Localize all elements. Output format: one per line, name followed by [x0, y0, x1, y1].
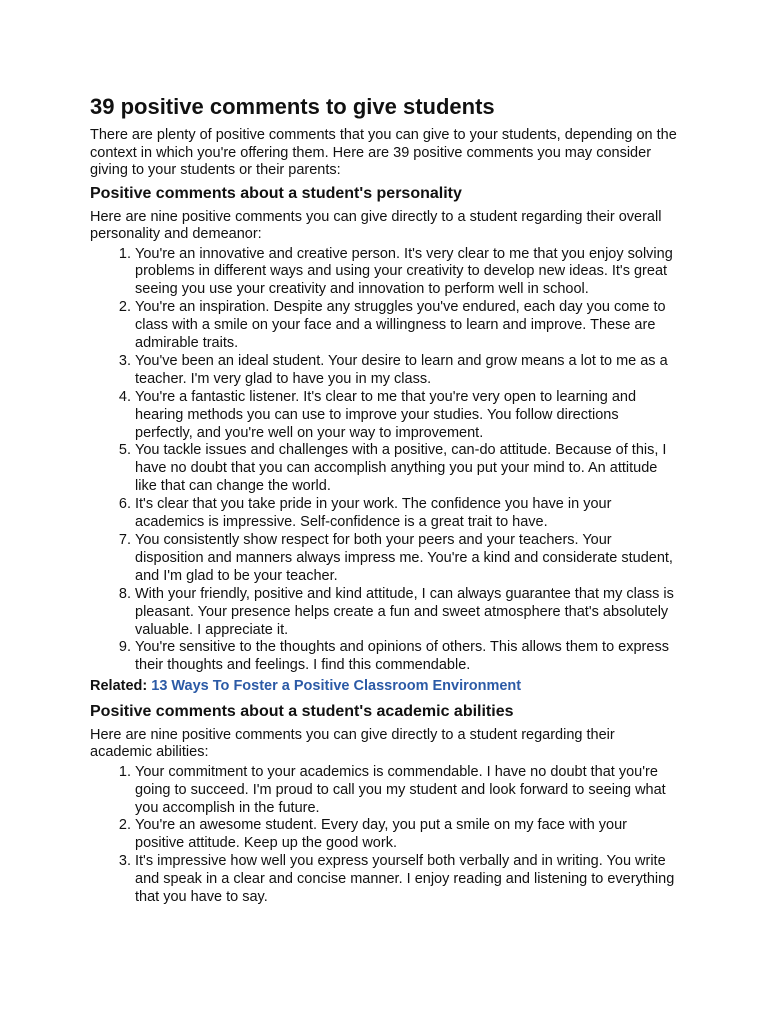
- page-title: 39 positive comments to give students: [90, 94, 495, 119]
- list-item: 2. You're an inspiration. Despite any struggles you've endured, each day you come to class with a smile on your face and a willingness to learn and improve. These are admirable traits.: [135, 299, 678, 353]
- list-item: 2. You're an awesome student. Every day, you put a smile on my face with your positive attitude. Keep up the good work.: [135, 817, 678, 853]
- intro-paragraph: There are plenty of positive comments that you can give to your students, depending on the context in which you're offering them. Here are 39 positive comments you may consider giving to your students or their parents:: [90, 127, 677, 178]
- list-item: 4. You're a fantastic listener. It's clear to me that you're very open to learning and hearing methods you can use to improve your studies. You follow directions perfectly, and you're well on your way to improvement.: [135, 389, 678, 443]
- comment-list: [90, 764, 678, 907]
- section-heading: Positive comments about a student's academic abilities: [90, 702, 514, 720]
- related-link[interactable]: 13 Ways To Foster a Positive Classroom Environment: [151, 678, 522, 695]
- related-line: [90, 678, 678, 696]
- list-item: 9. You're sensitive to the thoughts and opinions of others. This allows them to express their thoughts and feelings. I find this commendable.: [135, 639, 678, 675]
- list-item: 5. You tackle issues and challenges with a positive, can-do attitude. Because of this, I have no doubt that you can accomplish anything you put your mind to. An attitude like that can change the world.: [135, 442, 678, 496]
- related-label: Related:: [90, 678, 148, 695]
- list-item: 3. It's impressive how well you express yourself both verbally and in writing. You write and speak in a clear and concise manner. I enjoy reading and listening to everything that you have to say.: [135, 853, 678, 907]
- comment-list: [90, 246, 678, 676]
- section-personality: [90, 184, 678, 676]
- list-item: 3. You've been an ideal student. Your desire to learn and grow means a lot to me as a teacher. I'm very glad to have you in my class.: [135, 353, 678, 389]
- section-academic: [90, 702, 678, 907]
- list-item: 8. With your friendly, positive and kind attitude, I can always guarantee that my class is pleasant. Your presence helps create a fun and sweet atmosphere that's absolutely valuable. I appreciate it.: [135, 586, 678, 640]
- section-intro: Here are nine positive comments you can give directly to a student regarding their academic abilities:: [90, 726, 615, 761]
- list-item: 6. It's clear that you take pride in your work. The confidence you have in your academics is impressive. Self-confidence is a great trait to have.: [135, 496, 678, 532]
- section-heading: Positive comments about a student's personality: [90, 184, 462, 202]
- section-intro: Here are nine positive comments you can give directly to a student regarding their overall personality and demeanor:: [90, 208, 662, 242]
- list-item: 1. Your commitment to your academics is commendable. I have no doubt that you're going to succeed. I'm proud to call you my student and look forward to seeing what you accomplish in the future.: [135, 764, 678, 818]
- list-item: 7. You consistently show respect for both your peers and your teachers. Your disposition and manners always impress me. You're a kind and considerate student, and I'm glad to be your teacher.: [135, 532, 678, 586]
- list-item: 1. You're an innovative and creative person. It's very clear to me that you enjoy solving problems in different ways and using your creativity to develop new ideas. It's great seeing you use your creativity and innovation to perform well in school.: [135, 246, 678, 300]
